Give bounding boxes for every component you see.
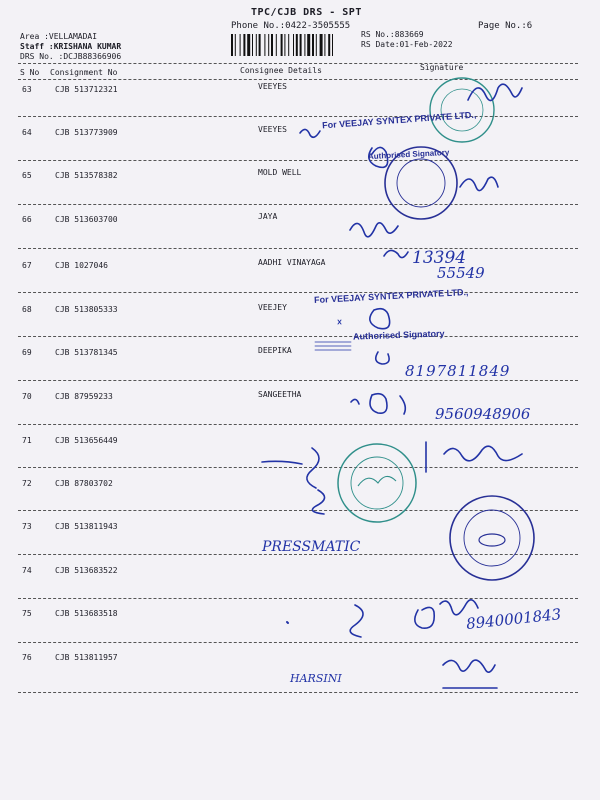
row-sno: 73 — [22, 522, 32, 531]
row-consignee: DEEPIKA — [258, 346, 292, 355]
row-consignee: AADHI VINAYAGA — [258, 258, 326, 267]
row-consignment: CJB 513712321 — [55, 85, 118, 94]
row-consignee: VEEYES — [258, 125, 287, 134]
row-consignment: CJB 513683522 — [55, 566, 118, 575]
staff: Staff :KRISHANA KUMAR — [20, 42, 122, 51]
row-consignee: VEEJEY — [258, 303, 287, 312]
handwritten-name: HARSINI — [290, 672, 342, 685]
rs-date: RS Date:01-Feb-2022 — [361, 40, 453, 49]
stamp-company-text: For VEEJAY SYNTEX PRIVATE LTD., — [321, 109, 477, 131]
handwritten-name: PRESSMATIC — [262, 539, 361, 555]
column-consignee: Consignee Details — [240, 66, 322, 75]
row-sno: 71 — [22, 436, 32, 445]
row-consignment: CJB 87803702 — [55, 479, 113, 488]
handwritten-phone: 9560948906 — [435, 405, 531, 423]
row-consignment: CJB 513773909 — [55, 128, 118, 137]
row-sno: 64 — [22, 128, 32, 137]
handwritten-phone: 8940001843 — [465, 605, 563, 633]
phone-number: Phone No.:0422-3505555 — [231, 21, 351, 31]
stamp-authorised-text: Authorised Signatory — [352, 328, 445, 342]
column-consignment: Consignment No — [50, 68, 118, 77]
area: Area :VELLAMADAI — [20, 32, 98, 41]
handwritten-phone: 13394 — [412, 248, 467, 268]
column-sno: S No — [20, 68, 40, 77]
row-sno: 67 — [22, 261, 32, 270]
row-consignment: CJB 513805333 — [55, 305, 118, 314]
page-number: Page No.:6 — [478, 21, 533, 31]
rs-number: RS No.:883669 — [361, 30, 424, 39]
stamp-company-text: For VEEJAY SYNTEX PRIVATE LTD., — [313, 286, 469, 306]
drs-number: DRS No. :DCJB88366906 — [20, 52, 122, 61]
stamp-authorised-text: Authorised Signatory — [367, 147, 450, 162]
row-sno: 74 — [22, 566, 32, 575]
row-sno: 76 — [22, 653, 32, 662]
sheet-title: TPC/CJB DRS - SPT — [251, 7, 362, 18]
row-sno: 65 — [22, 171, 32, 180]
row-consignment: CJB 513811943 — [55, 522, 118, 531]
row-consignment: CJB 513683518 — [55, 609, 118, 618]
row-consignment: CJB 513578382 — [55, 171, 118, 180]
row-consignee: MOLD WELL — [258, 168, 302, 177]
row-sno: 70 — [22, 392, 32, 401]
row-sno: 68 — [22, 305, 32, 314]
row-consignee: JAYA — [258, 212, 278, 221]
row-sno: 72 — [22, 479, 32, 488]
row-consignment: CJB 513811957 — [55, 653, 118, 662]
handwritten-phone: 55549 — [437, 264, 485, 282]
row-consignee: SANGEETHA — [258, 390, 302, 399]
row-consignment: CJB 513781345 — [55, 348, 118, 357]
handwritten-phone: 8197811849 — [405, 362, 511, 380]
engineering-seal — [450, 496, 534, 580]
row-sno: 75 — [22, 609, 32, 618]
signature-scribbles — [262, 84, 522, 688]
row-consignment: CJB 1027046 — [55, 261, 108, 270]
row-consignment: CJB 513603700 — [55, 215, 118, 224]
row-consignment: CJB 87959233 — [55, 392, 113, 401]
row-sno: 63 — [22, 85, 32, 94]
row-sno: 69 — [22, 348, 32, 357]
nursing-seal — [338, 444, 416, 522]
row-sno: 66 — [22, 215, 32, 224]
column-signature: Signature — [420, 63, 464, 72]
row-consignment: CJB 513656449 — [55, 436, 118, 445]
row-consignee: VEEYES — [258, 82, 287, 91]
